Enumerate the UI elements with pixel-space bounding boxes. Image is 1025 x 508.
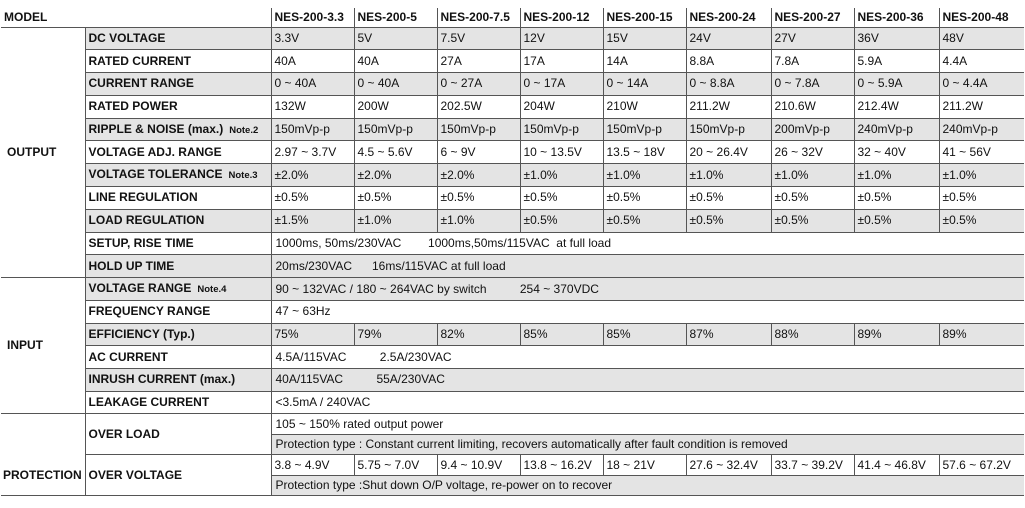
value-cell: 15V [603, 27, 686, 50]
row-label-text: SETUP, RISE TIME [88, 236, 194, 251]
value-wide: 4.5A/115VAC 2.5A/230VAC [271, 346, 1024, 369]
row-label [85, 323, 271, 346]
value-cell: ±0.5% [854, 187, 939, 210]
value-cell: 240mVp-p [939, 118, 1024, 141]
row-label-text: FREQUENCY RANGE [88, 304, 211, 319]
value-cell: 20 ~ 26.4V [686, 141, 771, 164]
value-cell: 200W [354, 95, 437, 118]
value-cell: 32 ~ 40V [854, 141, 939, 164]
value-cell: 41.4 ~ 46.8V [854, 455, 939, 476]
value-cell: ±1.0% [520, 164, 603, 187]
row-label-text: RATED CURRENT [88, 53, 191, 68]
spec-row [1, 414, 1024, 435]
spec-row [1, 455, 1024, 476]
row-label [85, 278, 271, 301]
value-cell: 211.2W [939, 95, 1024, 118]
value-cell: ±2.0% [354, 164, 437, 187]
value-cell: ±0.5% [939, 209, 1024, 232]
value-cell: 10 ~ 13.5V [520, 141, 603, 164]
value-cell: 36V [854, 27, 939, 50]
value-cell: ±1.0% [939, 164, 1024, 187]
value-wide: 90 ~ 132VAC / 180 ~ 264VAC by switch 254 ~ 370VDC [271, 278, 1024, 301]
row-label-text: DC VOLTAGE [88, 30, 166, 45]
value-cell: ±1.0% [771, 164, 854, 187]
row-label [85, 187, 271, 210]
value-cell: ±2.0% [437, 164, 520, 187]
row-label-text: LEAKAGE CURRENT [88, 395, 210, 410]
row-label [85, 255, 271, 278]
header-row [1, 8, 1024, 27]
value-cell: 150mVp-p [354, 118, 437, 141]
value-cell: 7.8A [771, 50, 854, 73]
value-wide: Protection type : Constant current limiting, recovers automatically after fault condition is removed [271, 434, 1024, 455]
spec-row [1, 255, 1024, 278]
row-note: Note.4 [197, 284, 227, 296]
row-label [85, 369, 271, 392]
row-label-text: INRUSH CURRENT (max.) [88, 372, 236, 387]
row-label-text: LINE REGULATION [88, 190, 198, 205]
value-cell: 210W [603, 95, 686, 118]
model-name: NES-200-7.5 [437, 8, 520, 27]
model-name: NES-200-48 [939, 8, 1024, 27]
value-cell: ±1.0% [686, 164, 771, 187]
value-cell: ±0.5% [686, 187, 771, 210]
value-cell: 24V [686, 27, 771, 50]
model-name: NES-200-5 [354, 8, 437, 27]
value-cell: 150mVp-p [271, 118, 354, 141]
value-cell: 82% [437, 323, 520, 346]
value-cell: 41 ~ 56V [939, 141, 1024, 164]
value-wide: 1000ms, 50ms/230VAC 1000ms,50ms/115VAC at full load [271, 232, 1024, 255]
value-cell: ±1.0% [437, 209, 520, 232]
row-label [85, 141, 271, 164]
value-cell: 40A [271, 50, 354, 73]
model-name: NES-200-3.3 [271, 8, 354, 27]
value-cell: 150mVp-p [603, 118, 686, 141]
value-cell: ±2.0% [271, 164, 354, 187]
spec-row [1, 27, 1024, 50]
spec-row [1, 209, 1024, 232]
spec-row [1, 73, 1024, 96]
value-cell: 57.6 ~ 67.2V [939, 455, 1024, 476]
value-cell: 27.6 ~ 32.4V [686, 455, 771, 476]
value-cell: 132W [271, 95, 354, 118]
value-cell: 17A [520, 50, 603, 73]
spec-row [1, 391, 1024, 414]
value-cell: ±0.5% [354, 187, 437, 210]
row-label-text: OVER VOLTAGE [85, 455, 271, 496]
value-cell: 0 ~ 8.8A [686, 73, 771, 96]
spec-row [1, 300, 1024, 323]
value-cell: 2.97 ~ 3.7V [271, 141, 354, 164]
row-label [85, 164, 271, 187]
value-cell: ±1.5% [271, 209, 354, 232]
row-label [85, 118, 271, 141]
row-label [85, 209, 271, 232]
row-label-text: HOLD UP TIME [88, 258, 175, 273]
value-cell: ±0.5% [603, 209, 686, 232]
row-label-text: CURRENT RANGE [88, 76, 194, 91]
row-label [85, 95, 271, 118]
row-label [85, 300, 271, 323]
value-cell: 240mVp-p [854, 118, 939, 141]
value-cell: 75% [271, 323, 354, 346]
spec-table-body [1, 8, 1024, 496]
value-cell: 13.5 ~ 18V [603, 141, 686, 164]
value-cell: 211.2W [686, 95, 771, 118]
value-wide: 20ms/230VAC 16ms/115VAC at full load [271, 255, 1024, 278]
spec-row [1, 141, 1024, 164]
value-cell: ±0.5% [686, 209, 771, 232]
value-cell: 200mVp-p [771, 118, 854, 141]
row-label-text: OVER LOAD [85, 414, 271, 455]
row-note: Note.2 [229, 124, 259, 136]
value-cell: 0 ~ 14A [603, 73, 686, 96]
spec-row [1, 369, 1024, 392]
section-label: PROTECTION [1, 414, 85, 496]
value-cell: 212.4W [854, 95, 939, 118]
value-cell: 89% [854, 323, 939, 346]
row-label-text: VOLTAGE RANGE [88, 281, 192, 296]
value-cell: 9.4 ~ 10.9V [437, 455, 520, 476]
value-cell: 202.5W [437, 95, 520, 118]
value-cell: 4.4A [939, 50, 1024, 73]
value-cell: 5.9A [854, 50, 939, 73]
value-cell: 40A [354, 50, 437, 73]
spec-table [1, 8, 1024, 496]
row-label [85, 391, 271, 414]
value-cell: 3.3V [271, 27, 354, 50]
value-cell: 89% [939, 323, 1024, 346]
value-cell: 204W [520, 95, 603, 118]
value-wide: 105 ~ 150% rated output power [271, 414, 1024, 435]
value-cell: 8.8A [686, 50, 771, 73]
spec-row [1, 95, 1024, 118]
value-cell: 6 ~ 9V [437, 141, 520, 164]
value-cell: 0 ~ 5.9A [854, 73, 939, 96]
value-cell: ±1.0% [354, 209, 437, 232]
value-cell: 0 ~ 40A [271, 73, 354, 96]
row-label [85, 50, 271, 73]
model-name: NES-200-27 [771, 8, 854, 27]
section-label: INPUT [1, 278, 85, 414]
value-cell: 12V [520, 27, 603, 50]
row-label-text: VOLTAGE TOLERANCE [88, 167, 223, 182]
value-cell: ±1.0% [854, 164, 939, 187]
value-cell: 4.5 ~ 5.6V [354, 141, 437, 164]
row-label [85, 346, 271, 369]
value-cell: 5.75 ~ 7.0V [354, 455, 437, 476]
value-cell: 13.8 ~ 16.2V [520, 455, 603, 476]
value-cell: 0 ~ 17A [520, 73, 603, 96]
value-cell: 88% [771, 323, 854, 346]
value-cell: 0 ~ 27A [437, 73, 520, 96]
value-cell: 26 ~ 32V [771, 141, 854, 164]
value-cell: ±0.5% [771, 187, 854, 210]
row-label [85, 232, 271, 255]
value-cell: 27V [771, 27, 854, 50]
value-cell: ±0.5% [437, 187, 520, 210]
model-name: NES-200-15 [603, 8, 686, 27]
value-cell: 27A [437, 50, 520, 73]
value-cell: 79% [354, 323, 437, 346]
row-note: Note.3 [228, 170, 258, 182]
value-cell: 150mVp-p [520, 118, 603, 141]
spec-row [1, 187, 1024, 210]
spec-row [1, 232, 1024, 255]
row-label-text: LOAD REGULATION [88, 213, 205, 228]
row-label-text: RATED POWER [88, 99, 178, 114]
value-cell: 210.6W [771, 95, 854, 118]
value-cell: 14A [603, 50, 686, 73]
value-cell: 3.8 ~ 4.9V [271, 455, 354, 476]
value-cell: ±0.5% [520, 209, 603, 232]
value-cell: 87% [686, 323, 771, 346]
value-cell: ±0.5% [271, 187, 354, 210]
value-cell: 48V [939, 27, 1024, 50]
value-wide: 47 ~ 63Hz [271, 300, 1024, 323]
section-label: OUTPUT [1, 27, 85, 278]
spec-row [1, 346, 1024, 369]
value-cell: 150mVp-p [686, 118, 771, 141]
model-name: NES-200-12 [520, 8, 603, 27]
value-cell: 18 ~ 21V [603, 455, 686, 476]
spec-row [1, 323, 1024, 346]
row-label [85, 27, 271, 50]
value-cell: ±0.5% [771, 209, 854, 232]
row-label-text: AC CURRENT [88, 349, 168, 364]
value-cell: 33.7 ~ 39.2V [771, 455, 854, 476]
value-cell: 85% [603, 323, 686, 346]
value-cell: ±0.5% [603, 187, 686, 210]
value-wide: <3.5mA / 240VAC [271, 391, 1024, 414]
value-cell: ±0.5% [939, 187, 1024, 210]
model-name: NES-200-24 [686, 8, 771, 27]
value-cell: 0 ~ 40A [354, 73, 437, 96]
value-cell: 150mVp-p [437, 118, 520, 141]
row-label-text: EFFICIENCY (Typ.) [88, 326, 195, 341]
value-cell: 85% [520, 323, 603, 346]
row-label [85, 73, 271, 96]
row-label-text: RIPPLE & NOISE (max.) [88, 121, 224, 136]
row-label-text: VOLTAGE ADJ. RANGE [88, 144, 222, 159]
value-wide: 40A/115VAC 55A/230VAC [271, 369, 1024, 392]
value-cell: ±0.5% [520, 187, 603, 210]
value-cell: 0 ~ 7.8A [771, 73, 854, 96]
value-cell: ±1.0% [603, 164, 686, 187]
spec-row [1, 164, 1024, 187]
value-cell: 0 ~ 4.4A [939, 73, 1024, 96]
value-cell: 5V [354, 27, 437, 50]
value-cell: ±0.5% [854, 209, 939, 232]
spec-row [1, 118, 1024, 141]
model-label: MODEL [1, 8, 271, 27]
value-cell: 7.5V [437, 27, 520, 50]
value-wide: Protection type :Shut down O/P voltage, re-power on to recover [271, 475, 1024, 496]
spec-row [1, 278, 1024, 301]
model-name: NES-200-36 [854, 8, 939, 27]
spec-row [1, 50, 1024, 73]
